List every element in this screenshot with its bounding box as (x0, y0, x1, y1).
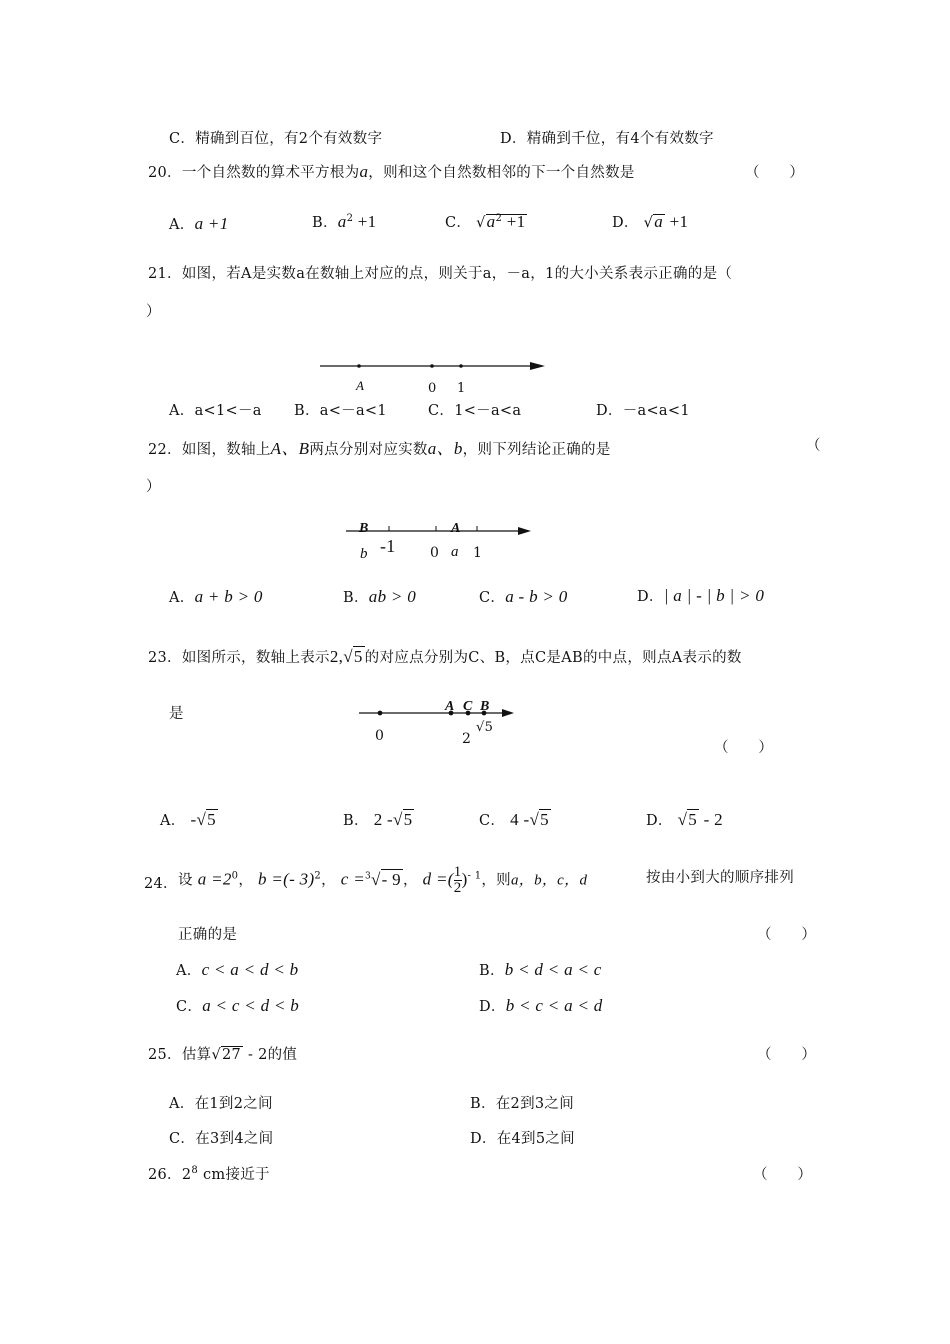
arrow-icon (502, 709, 514, 717)
q22-stem-text-a: 22．如图，数轴上 (148, 442, 271, 458)
q20-option-a-label: A． (169, 217, 195, 233)
q20-option-c-exp: 2 (495, 213, 503, 225)
q24-option-a-math: c < a < d < b (201, 960, 299, 979)
q22-label-a: a (451, 544, 459, 560)
q25-option-d: D．在4到5之间 (470, 1131, 575, 1147)
q23-stem-text-b: 的对应点分别为C、B，点C是AB的中点，则点A表示的数 (364, 650, 742, 666)
q22-option-b (343, 586, 416, 607)
q23-option-a (160, 809, 218, 830)
q24-option-d-math: b < c < a < d (505, 996, 603, 1015)
q22-number-line (346, 526, 531, 535)
q23-label-b: B (480, 699, 490, 714)
q22-option-c (479, 586, 568, 607)
q20-option-d-inner: a (654, 212, 664, 231)
sqrt-sign-icon: √5 (393, 810, 413, 829)
q24-answer-paren: （ ） (757, 927, 817, 943)
q22-label-minus1: -1 (380, 536, 396, 556)
q24-option-c (176, 995, 299, 1016)
q20-option-b-base: a (337, 212, 347, 231)
q24-option-c-label: C． (176, 999, 203, 1015)
q25-stem-text-b: 的值 (267, 1047, 298, 1063)
q20-option-b-tail: +1 (353, 212, 377, 231)
q19-option-c: C．精确到百位，有2个有效数字 (169, 131, 383, 147)
q23-stem-sqrt: 5 (353, 647, 363, 666)
q21-label-a: A (356, 378, 365, 393)
q24-d-fraction (454, 865, 462, 896)
q21-point-1 (459, 364, 463, 368)
q25-option-b: B．在2到3之间 (470, 1096, 575, 1112)
q23-stem (148, 646, 742, 667)
q20-option-d-tail: +1 (665, 212, 689, 231)
q20-option-a-math: a +1 (194, 214, 229, 233)
q24-set: 设 (178, 872, 193, 889)
q23-number-line (359, 709, 514, 717)
q23-option-b-label: B． (343, 813, 369, 829)
q22-stem-vars: A、B (270, 439, 310, 458)
q21-label-1: 1 (457, 381, 466, 396)
q23-option-c (479, 809, 551, 830)
q22-stem-text-b: 两点分别对应实数 (309, 442, 428, 458)
q20-stem-text-b: ，则和这个自然数相邻的下一个自然数是 (368, 165, 635, 181)
q22-stem-text-c: ，则下列结论正确的是 (462, 442, 611, 458)
q22-stem-vars2: a、b (427, 439, 463, 458)
q24-d-denominator: 2 (453, 880, 462, 896)
q24-vars: a，b，c，d (510, 872, 588, 889)
q25-sqrt: 27 (222, 1047, 242, 1063)
q25-answer-paren: （ ） (757, 1047, 817, 1063)
q24-a-def: a =2 (197, 869, 232, 889)
q24-option-b (479, 959, 602, 980)
q20-option-c-tail: +1 (502, 212, 526, 231)
q24-c-root: - 9 (381, 869, 401, 889)
q22-option-d-label: D． (637, 589, 664, 605)
q23-option-b-sqrt: 5 (403, 810, 413, 829)
q22-option-a-label: A． (169, 590, 195, 606)
q23-option-d (646, 809, 723, 830)
sqrt-sign-icon: √5 (196, 810, 216, 829)
q23-label-0: 0 (375, 728, 385, 744)
q20-option-b-exp: 2 (346, 213, 354, 225)
q21-stem-end: ） (146, 304, 161, 320)
q21-option-a: A．a<1<－a (169, 403, 262, 419)
q22-label-b: b (360, 546, 368, 562)
cube-root-sign-icon: √- 9 (371, 869, 401, 889)
q24-d-def: d =( (422, 869, 454, 889)
q26-stem-text-b: cm接近于 (198, 1167, 270, 1183)
q24-d-numerator: 1 (453, 864, 462, 880)
q23-option-c-pre: 4 - (510, 810, 530, 829)
q24-b-def: b =(- 3) (258, 869, 315, 889)
q23-option-a-sqrt: 5 (207, 810, 216, 829)
q25-option-c: C．在3到4之间 (169, 1131, 274, 1147)
q23-option-a-label: A． (160, 813, 186, 829)
q24-b-exp: 2 (314, 870, 322, 882)
q23-option-a-pre: - (190, 810, 197, 829)
q23-label-a: A (445, 699, 455, 714)
arrow-icon (530, 362, 545, 370)
q20-option-c-base: a (486, 212, 496, 231)
q22-label-1: 1 (473, 545, 483, 561)
q23-option-c-label: C． (479, 813, 506, 829)
q20-answer-paren: （ ） (745, 165, 805, 181)
q26-exp: 8 (191, 1165, 199, 1177)
q26-answer-paren: （ ） (753, 1167, 813, 1183)
q25-stem-math: - 2 (243, 1047, 268, 1063)
q22-label-a-upper: A (451, 521, 461, 536)
arrow-icon (518, 527, 531, 535)
q24-stem-end: 按由小到大的顺序排列 (646, 870, 794, 886)
q20-var: a (359, 162, 369, 181)
q22-option-c-math: a - b > 0 (505, 587, 568, 606)
q22-option-b-label: B． (343, 590, 369, 606)
q22-option-b-math: ab > 0 (368, 587, 417, 606)
q21-option-d: D．－a<a<1 (596, 403, 690, 419)
q23-option-d-label: D． (646, 813, 673, 829)
q26-stem-text-a: 26．2 (148, 1167, 192, 1183)
q21-point-a (357, 364, 361, 368)
q22-option-d (637, 585, 764, 606)
q24-option-b-math: b < d < a < c (504, 960, 602, 979)
q24-a-exp: 0 (231, 870, 239, 882)
sqrt-sign-icon: √5 (343, 647, 363, 666)
q23-option-d-post: - 2 (699, 810, 723, 829)
q20-option-d-label: D． (612, 215, 639, 231)
q24-then: ，则 (481, 872, 511, 889)
q24-stem: 设 $a =2^0$， b =(- 3)$^2$， c =$^3$√- 9 ， d =( $\frac{1}{2}$ )$^{- 1}$，则a，b，c，d (178, 864, 588, 896)
q23-label-sqrt5: √5 (476, 720, 494, 735)
q24-stem-line2: 正确的是 (178, 927, 238, 943)
q23-option-c-sqrt: 5 (540, 810, 549, 829)
q19-option-d: D．精确到千位，有4个有效数字 (500, 131, 714, 147)
q23-stem-text-a: 23．如图所示，数轴上表示 (148, 650, 330, 666)
q24-number: 24． (144, 876, 178, 892)
sqrt-sign-icon: $√a^2 +1$ (476, 212, 526, 231)
q21-point-0 (430, 364, 434, 368)
q21-stem: 21．如图，若A是实数a在数轴上对应的点，则关于a，－a，1的大小关系表示正确的是（ (148, 266, 733, 282)
q23-option-d-sqrt: 5 (688, 810, 698, 829)
q22-option-c-label: C． (479, 590, 506, 606)
q23-option-b (343, 809, 414, 830)
q24-option-d (479, 995, 603, 1016)
q23-stem-line2: 是 (169, 706, 184, 722)
q24-option-b-label: B． (479, 963, 505, 979)
q24-d-close: ) (461, 869, 468, 889)
q24-option-c-math: a < c < d < b (202, 996, 300, 1015)
q23-stem-math: 2, (329, 647, 344, 666)
sqrt-sign-icon: √5 (529, 810, 549, 829)
q22-option-d-math: | a | - | b | > 0 (663, 586, 765, 605)
q22-option-a-math: a + b > 0 (194, 587, 263, 606)
q20-option-b-label: B． (312, 215, 338, 231)
q23-option-b-pre: 2 - (373, 810, 393, 829)
q23-label-c: C (463, 699, 473, 714)
q23-label-2: 2 (462, 731, 472, 747)
q21-number-line (320, 362, 545, 370)
q22-label-0: 0 (430, 545, 440, 561)
q24-option-d-label: D． (479, 999, 506, 1015)
q22-stem-end: ） (146, 479, 161, 495)
q20-stem-text-a: 20．一个自然数的算术平方根为 (148, 165, 360, 181)
q25-option-a: A．在1到2之间 (169, 1096, 273, 1112)
q21-option-c: C．1<－a<a (428, 403, 522, 419)
q22-label-b-upper: B (359, 521, 369, 536)
q24-c-def: c = (340, 869, 365, 889)
q25-stem (148, 1043, 297, 1064)
q24-option-a (176, 959, 298, 980)
q25-stem-text-a: 25．估算 (148, 1047, 212, 1063)
q24-d-exp: - 1 (467, 870, 482, 882)
q22-stem (148, 434, 611, 459)
q21-option-b: B．a<－a<1 (294, 403, 387, 419)
q22-option-a (169, 586, 263, 607)
q23-answer-paren: （ ） (714, 740, 774, 756)
q24-option-a-label: A． (176, 963, 202, 979)
sqrt-sign-icon: √5 (677, 810, 698, 829)
q21-label-0: 0 (428, 381, 437, 396)
q23-point-0 (378, 711, 383, 716)
q26-stem (148, 1163, 270, 1184)
sqrt-sign-icon: √27 (211, 1047, 242, 1063)
q24-c-root-index: 3 (364, 871, 371, 882)
sqrt-sign-icon: √a (643, 212, 664, 231)
q20-option-c-label: C． (445, 215, 472, 231)
q22-paren-open: （ (806, 438, 821, 454)
